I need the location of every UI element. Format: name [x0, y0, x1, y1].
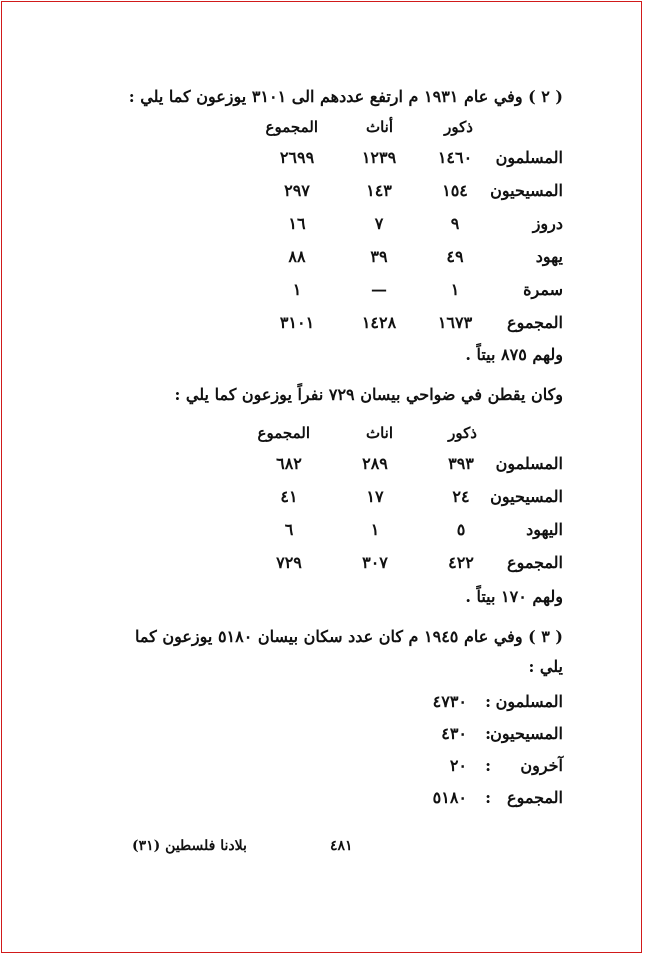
row-total: ٧٢٩ [276, 553, 302, 572]
table-row [0, 454, 645, 482]
row-label: المسيحيون [490, 181, 563, 200]
row-total: ٢٦٩٩ [279, 148, 315, 167]
row-total: ٦٨٢ [276, 454, 302, 473]
row-total: ٣١٠١ [279, 313, 315, 332]
row-females: ٢٨٩ [362, 454, 388, 473]
row-total: ٨٨ [288, 247, 306, 266]
list-separator: : [485, 724, 491, 743]
row-label: المجموع [507, 313, 563, 332]
list-value: ٤٧٣٠ [432, 692, 467, 711]
row-total: ١٦ [288, 214, 306, 233]
row-males: ٤٢٢ [448, 553, 474, 572]
table-row [0, 487, 645, 515]
table-row [0, 520, 645, 548]
row-females: ٧ [374, 214, 384, 233]
list-value: ٢٠ [449, 756, 467, 775]
row-label: اليهود [526, 520, 563, 539]
row-females: ١٤٢٨ [361, 313, 397, 332]
list-value: ٤٣٠ [441, 724, 467, 743]
section2-header-males: ذكور [444, 118, 473, 136]
list-label: المسيحيون [490, 724, 563, 743]
row-females: ١٧ [366, 487, 384, 506]
suburbs-intro: وكان يقطن في ضواحي بيسان ٧٢٩ نفراً يوزعون كما يلي : [174, 385, 563, 404]
row-males: ١٤٦٠ [437, 148, 473, 167]
row-total: ٢٩٧ [284, 181, 310, 200]
row-females: ١ [370, 520, 380, 539]
row-females: ٣٠٧ [362, 553, 388, 572]
row-label: سمرة [523, 280, 563, 299]
row-females: ١٢٣٩ [361, 148, 397, 167]
row-label: المسلمون [495, 454, 563, 473]
suburbs-header-females: اناث [365, 424, 393, 442]
list-label: المسلمون [495, 692, 563, 711]
list-value: ٥١٨٠ [432, 788, 467, 807]
table-row [0, 553, 645, 581]
row-males: ٥ [456, 520, 466, 539]
row-label: المجموع [507, 553, 563, 572]
table-row [0, 181, 645, 209]
row-males: ٢٤ [452, 487, 470, 506]
section3-intro-line2: يلي : [528, 657, 563, 676]
list-label: المجموع [507, 788, 563, 807]
row-females: ٣٩ [370, 247, 388, 266]
page-number: ٤٨١ [330, 838, 353, 854]
suburbs-houses: ولهم ١٧٠ بيتاً . [465, 587, 563, 606]
row-label: يهود [535, 247, 563, 266]
row-females: ١٤٣ [366, 181, 392, 200]
table-row [0, 214, 645, 242]
row-label: المسيحيون [490, 487, 563, 506]
book-title: بلادنا فلسطين (٣١) [132, 838, 247, 854]
row-label: دروز [532, 214, 563, 233]
table-row [0, 280, 645, 308]
suburbs-header-males: ذكور [448, 424, 477, 442]
list-separator: : [485, 756, 491, 775]
suburbs-header-total: المجموع [257, 424, 310, 442]
section2-intro: ( ٢ ) وفي عام ١٩٣١ م ارتفع عددهم الى ٣١٠١ يوزعون كما يلي : [128, 87, 563, 106]
table-row [0, 313, 645, 341]
row-total: ٦ [284, 520, 294, 539]
row-males: ٩ [450, 214, 460, 233]
row-males: ٤٩ [446, 247, 464, 266]
list-label: آخرون [520, 756, 563, 775]
row-label: المسلمون [495, 148, 563, 167]
section3-intro-line1: ( ٣ ) وفي عام ١٩٤٥ م كان عدد سكان بيسان ٥١٨٠ يوزعون كما [135, 627, 563, 646]
row-males: ١ [450, 280, 460, 299]
row-total: ١ [292, 280, 302, 299]
section2-houses: ولهم ٨٧٥ بيتاً . [465, 345, 563, 364]
row-females: — [371, 280, 387, 299]
row-males: ١٦٧٣ [437, 313, 473, 332]
list-separator: : [485, 788, 491, 807]
table-row [0, 148, 645, 176]
row-total: ٤١ [280, 487, 298, 506]
section2-header-females: أناث [365, 118, 393, 136]
row-males: ١٥٤ [442, 181, 468, 200]
row-males: ٣٩٣ [448, 454, 474, 473]
table-row [0, 247, 645, 275]
section2-header-total: المجموع [265, 118, 318, 136]
list-separator: : [485, 692, 491, 711]
